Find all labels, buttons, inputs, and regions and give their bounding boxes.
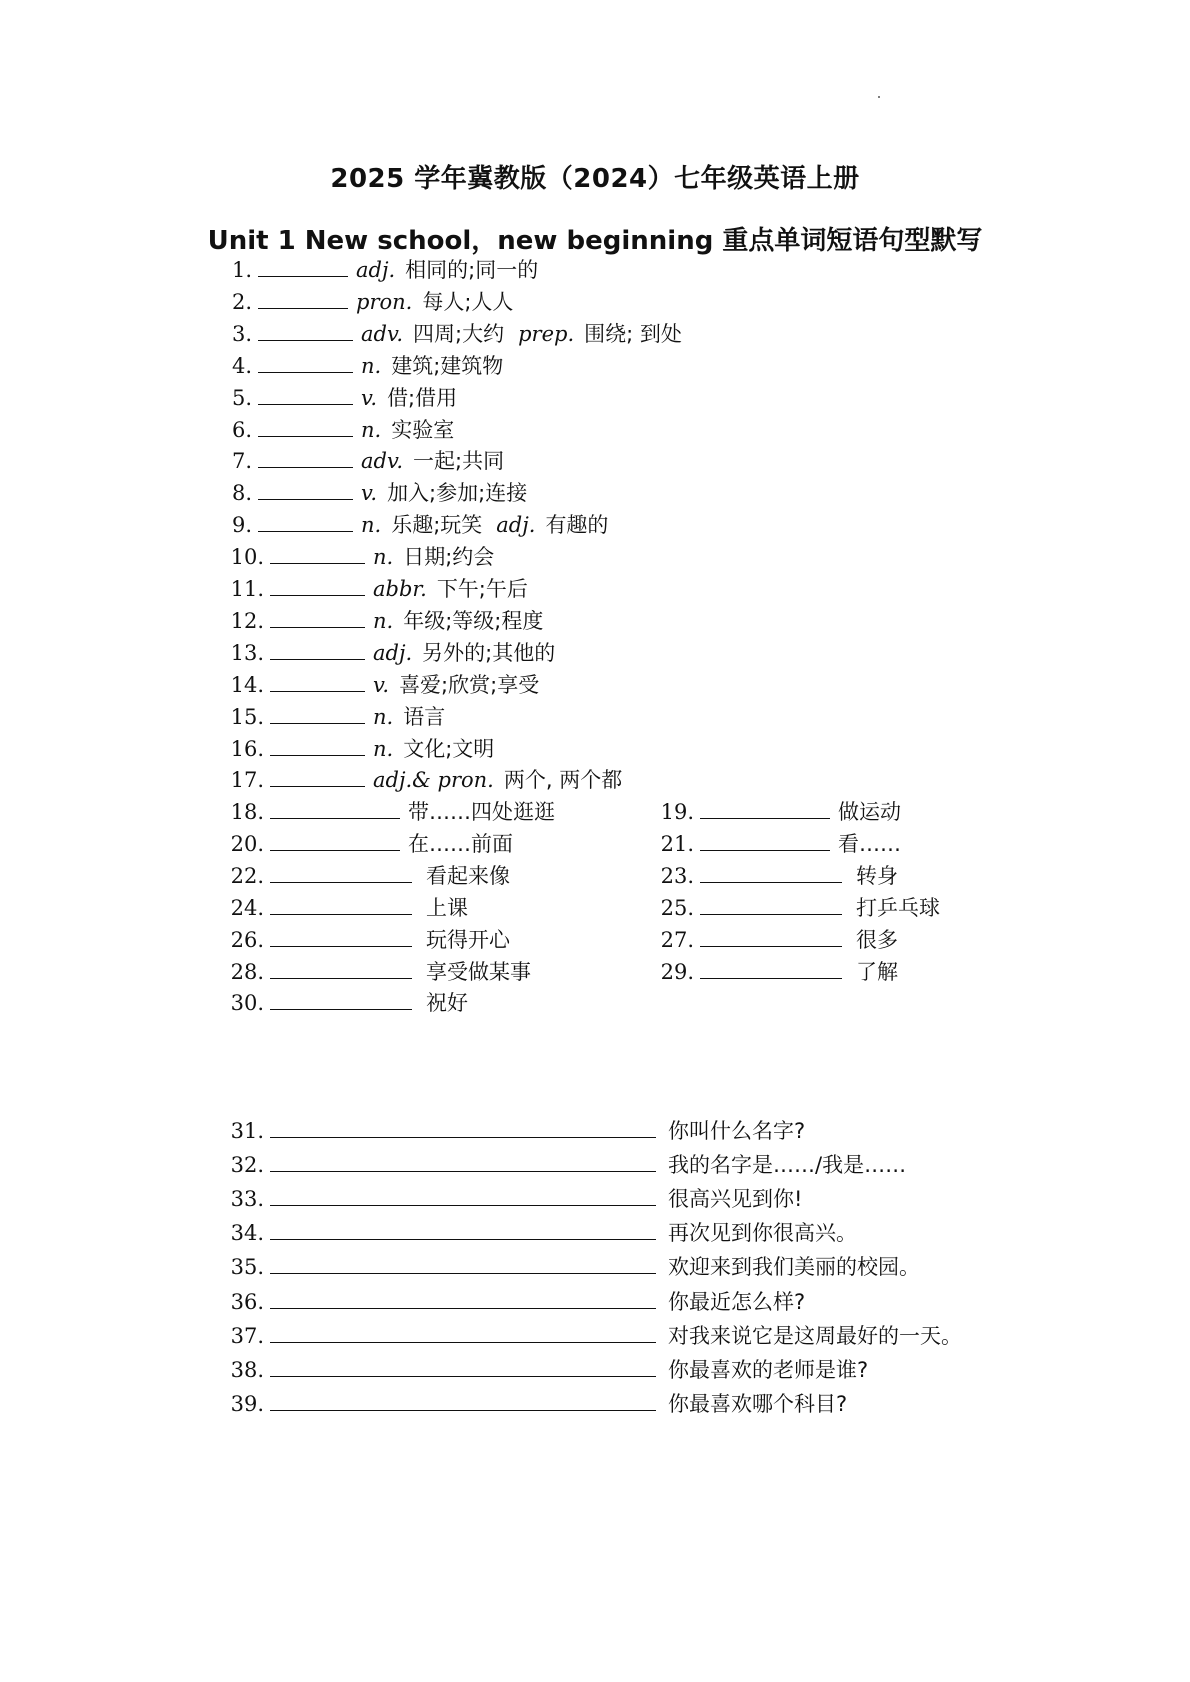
item-number: 2.: [231, 289, 252, 314]
item-number: 1.: [231, 258, 252, 282]
meaning: 了解: [856, 959, 898, 984]
part-of-speech: adv.: [361, 449, 404, 474]
item-number: 18.: [230, 800, 264, 824]
item-number: 28.: [230, 959, 264, 984]
sentence-row: [222, 1183, 802, 1213]
item-number: 19.: [660, 800, 694, 824]
answer-blank[interactable]: [270, 669, 365, 692]
answer-blank[interactable]: [258, 318, 353, 341]
item-number: 38.: [230, 1357, 264, 1382]
meaning: 另外的;其他的: [422, 640, 556, 665]
phrase-row: [652, 796, 901, 826]
phrase-row: [222, 892, 468, 922]
meaning: 你最喜欢的老师是谁?: [668, 1357, 869, 1382]
item-number: 39.: [230, 1391, 264, 1416]
answer-blank[interactable]: [270, 1320, 656, 1343]
item-number: 15.: [230, 704, 264, 729]
part-of-speech: n.: [373, 545, 394, 570]
item-number: 22.: [230, 863, 264, 888]
answer-blank[interactable]: [700, 796, 830, 819]
word-row: [222, 573, 528, 603]
answer-blank[interactable]: [270, 796, 400, 819]
answer-blank[interactable]: [700, 860, 842, 883]
word-row: [222, 764, 622, 794]
meaning: 建筑;建筑物: [391, 353, 504, 378]
answer-blank[interactable]: [270, 637, 365, 660]
page-mark: [878, 96, 880, 98]
meaning: 借;借用: [387, 385, 458, 410]
item-number: 12.: [230, 608, 264, 633]
word-row: [222, 733, 494, 763]
meaning: 围绕; 到处: [584, 321, 682, 346]
meaning: 年级;等级;程度: [403, 608, 544, 633]
item-number: 37.: [230, 1323, 264, 1348]
part-of-speech: v.: [361, 385, 378, 410]
item-number: 6.: [231, 417, 252, 442]
answer-blank[interactable]: [258, 382, 353, 405]
meaning: 有趣的: [545, 513, 609, 538]
phrase-row: [652, 892, 940, 922]
sentence-row: [222, 1149, 906, 1179]
answer-blank[interactable]: [270, 860, 412, 883]
answer-blank[interactable]: [270, 956, 412, 979]
sentence-row: [222, 1320, 962, 1350]
meaning: 很多: [856, 927, 898, 952]
page-title: 2025 学年冀教版（2024）七年级英语上册: [330, 164, 860, 194]
part-of-speech: adj.: [356, 258, 396, 282]
meaning: 打乒乓球: [856, 895, 940, 920]
meaning: 日期;约会: [403, 545, 495, 570]
answer-blank[interactable]: [700, 828, 830, 851]
phrase-row: [222, 956, 531, 986]
answer-blank[interactable]: [270, 733, 365, 756]
item-number: 16.: [230, 736, 264, 761]
word-row: [222, 669, 539, 699]
answer-blank[interactable]: [258, 286, 348, 309]
part-of-speech: adj.& pron.: [373, 768, 494, 793]
sentence-row: [222, 1115, 805, 1145]
meaning: 上课: [426, 895, 468, 920]
sentence-row: [222, 1388, 847, 1418]
item-number: 34.: [230, 1221, 264, 1246]
sentence-row: [222, 1286, 805, 1316]
answer-blank[interactable]: [270, 1354, 656, 1377]
meaning: 实验室: [391, 417, 455, 442]
part-of-speech: n.: [361, 513, 382, 538]
item-number: 33.: [230, 1187, 264, 1212]
part-of-speech: abbr.: [373, 577, 427, 601]
word-row: [222, 286, 513, 316]
sentence-row: [222, 1217, 857, 1247]
item-number: 17.: [230, 768, 264, 793]
meaning: 你最喜欢哪个科目?: [668, 1391, 848, 1416]
answer-blank[interactable]: [270, 605, 365, 628]
item-number: 31.: [230, 1119, 264, 1143]
item-number: 24.: [230, 895, 264, 920]
part-of-speech: n.: [361, 353, 382, 378]
part-of-speech: adj.: [496, 513, 536, 538]
meaning: 享受做某事: [426, 959, 531, 984]
answer-blank[interactable]: [270, 701, 365, 724]
answer-blank[interactable]: [700, 892, 842, 915]
part-of-speech: v.: [373, 672, 390, 697]
item-number: 9.: [231, 513, 252, 538]
answer-blank[interactable]: [270, 1115, 656, 1138]
answer-blank[interactable]: [258, 477, 353, 500]
answer-blank[interactable]: [270, 764, 365, 787]
word-row: [222, 254, 538, 284]
answer-blank[interactable]: [700, 924, 842, 947]
word-row: [222, 445, 504, 475]
answer-blank[interactable]: [270, 1183, 656, 1206]
answer-blank[interactable]: [270, 924, 412, 947]
meaning: 四周;大约: [413, 321, 505, 346]
phrase-row: [222, 860, 510, 890]
part-of-speech: adv.: [361, 321, 404, 346]
item-number: 20.: [230, 831, 264, 856]
word-row: [222, 350, 503, 380]
meaning: 看起来像: [426, 863, 510, 888]
answer-blank[interactable]: [270, 1286, 656, 1309]
answer-blank[interactable]: [270, 573, 365, 596]
part-of-speech: adj.: [373, 640, 413, 665]
phrase-row: [652, 828, 901, 858]
word-row: [222, 477, 527, 507]
item-number: 23.: [660, 863, 694, 888]
answer-blank[interactable]: [700, 956, 842, 979]
item-number: 7.: [231, 449, 252, 474]
word-row: [222, 382, 457, 412]
part-of-speech: pron.: [356, 289, 413, 314]
meaning: 看……: [838, 831, 901, 856]
word-row: [222, 637, 555, 667]
word-row: [222, 701, 445, 731]
answer-blank[interactable]: [270, 1149, 656, 1172]
answer-blank[interactable]: [270, 1251, 656, 1274]
meaning: 文化;文明: [403, 736, 495, 761]
item-number: 3.: [231, 321, 252, 346]
word-row: [222, 509, 608, 539]
answer-blank[interactable]: [270, 987, 412, 1010]
sentence-row: [222, 1354, 868, 1384]
meaning: 喜爱;欣赏;享受: [399, 672, 540, 697]
item-number: 21.: [660, 831, 694, 856]
word-row: [222, 318, 682, 348]
part-of-speech: n.: [373, 608, 394, 633]
page-subtitle: Unit 1 New school，new beginning 重点单词短语句型默写: [207, 226, 983, 256]
meaning: 你叫什么名字?: [668, 1119, 806, 1143]
item-number: 26.: [230, 927, 264, 952]
meaning: 加入;参加;连接: [387, 481, 528, 506]
answer-blank[interactable]: [258, 509, 353, 532]
meaning: 祝好: [426, 991, 468, 1016]
answer-blank[interactable]: [258, 414, 353, 437]
answer-blank[interactable]: [258, 445, 353, 468]
meaning: 你最近怎么样?: [668, 1289, 806, 1314]
item-number: 8.: [231, 481, 252, 506]
item-number: 5.: [231, 385, 252, 410]
item-number: 11.: [230, 577, 264, 601]
meaning: 再次见到你很高兴。: [668, 1221, 857, 1246]
phrase-row: [222, 796, 555, 826]
meaning: 下午;午后: [436, 577, 528, 601]
meaning: 在……前面: [408, 831, 513, 856]
meaning: 对我来说它是这周最好的一天。: [668, 1323, 962, 1348]
meaning: 一起;共同: [413, 449, 505, 474]
phrase-row: [652, 860, 898, 890]
item-number: 32.: [230, 1153, 264, 1178]
meaning: 乐趣;玩笑: [391, 513, 483, 538]
meaning: 带……四处逛逛: [408, 800, 555, 824]
meaning: 每人;人人: [422, 289, 514, 314]
answer-blank[interactable]: [258, 350, 353, 373]
answer-blank[interactable]: [258, 254, 348, 277]
meaning: 语言: [403, 704, 446, 729]
phrase-row: [222, 924, 510, 954]
meaning: 转身: [856, 863, 898, 888]
meaning: 很高兴见到你!: [668, 1187, 803, 1212]
meaning: 相同的;同一的: [405, 258, 539, 282]
part-of-speech: v.: [361, 481, 378, 506]
word-row: [222, 605, 543, 635]
item-number: 30.: [230, 991, 264, 1016]
word-row: [222, 541, 494, 571]
item-number: 4.: [231, 353, 252, 378]
meaning: 两个, 两个都: [503, 768, 623, 793]
item-number: 14.: [230, 672, 264, 697]
part-of-speech: n.: [373, 736, 394, 761]
phrase-row: [222, 987, 468, 1017]
item-number: 36.: [230, 1289, 264, 1314]
part-of-speech: prep.: [518, 321, 575, 346]
item-number: 35.: [230, 1255, 264, 1280]
item-number: 27.: [660, 927, 694, 952]
sentence-row: [222, 1251, 920, 1281]
meaning: 欢迎来到我们美丽的校园。: [668, 1255, 920, 1280]
meaning: 做运动: [838, 800, 901, 824]
phrase-row: [222, 828, 513, 858]
phrase-row: [652, 956, 898, 986]
meaning: 玩得开心: [426, 927, 510, 952]
item-number: 25.: [660, 895, 694, 920]
part-of-speech: n.: [361, 417, 382, 442]
part-of-speech: n.: [373, 704, 394, 729]
answer-blank[interactable]: [270, 1388, 656, 1411]
item-number: 10.: [230, 545, 264, 570]
word-row: [222, 414, 454, 444]
answer-blank[interactable]: [270, 828, 400, 851]
answer-blank[interactable]: [270, 541, 365, 564]
phrase-row: [652, 924, 898, 954]
answer-blank[interactable]: [270, 1217, 656, 1240]
item-number: 29.: [660, 959, 694, 984]
answer-blank[interactable]: [270, 892, 412, 915]
item-number: 13.: [230, 640, 264, 665]
meaning: 我的名字是……/我是……: [668, 1153, 907, 1178]
